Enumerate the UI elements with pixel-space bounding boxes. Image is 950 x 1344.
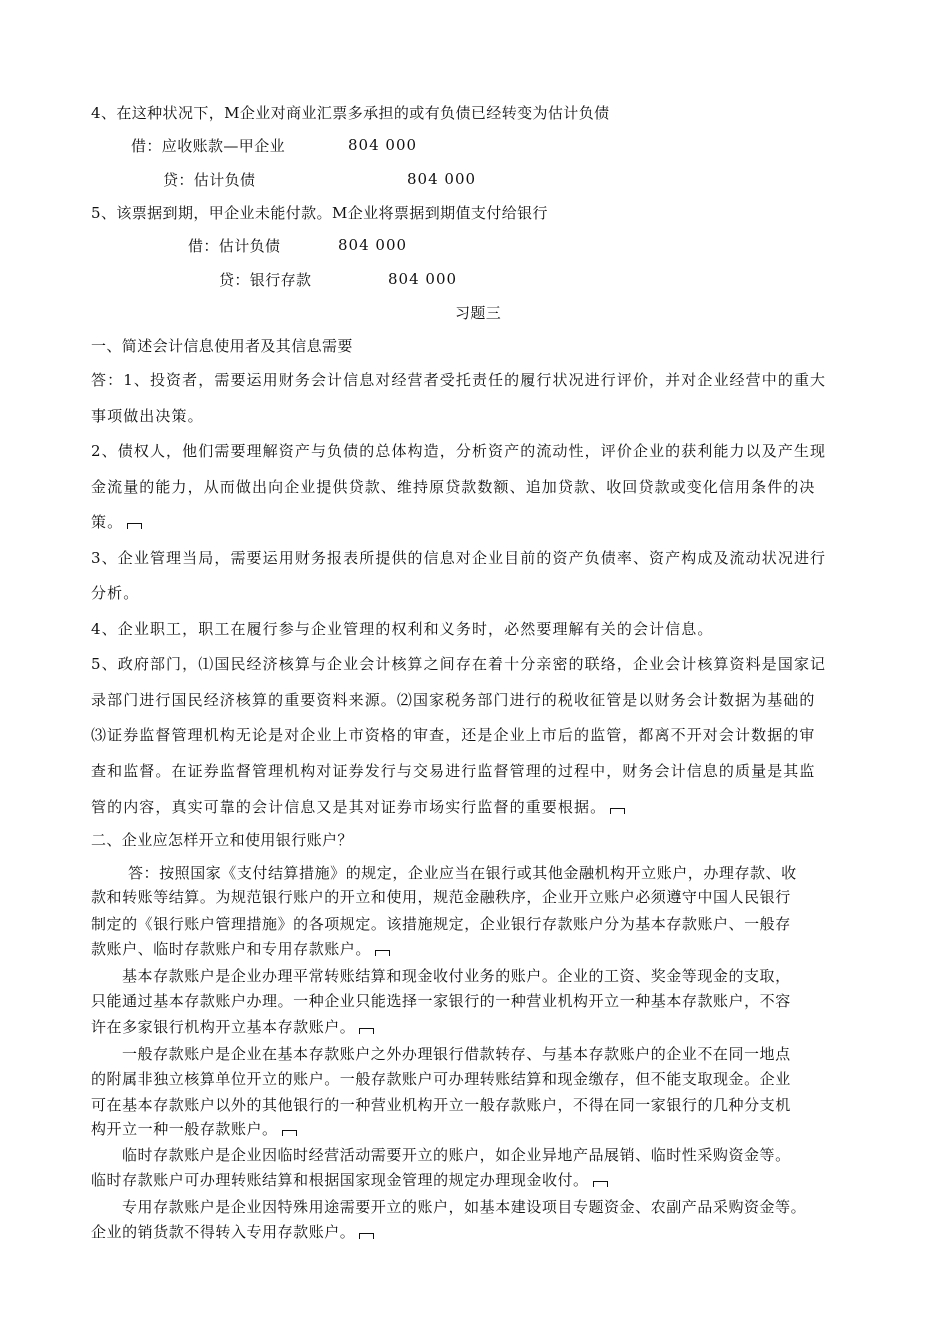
answer-line: 企业的销货款不得转入专用存款账户。 xyxy=(91,1223,374,1241)
question-title: 一、简述会计信息使用者及其信息需要 xyxy=(91,337,353,355)
answer-line: 专用存款账户是企业因特殊用途需要开立的账户，如基本建设项目专题资金、农副产品采购资金等。 xyxy=(122,1198,807,1216)
credit-amount: 804 000 xyxy=(388,270,458,288)
entry-text: 4、在这种状况下，M企业对商业汇票多承担的或有负债已经转变为估计负债 xyxy=(91,104,610,122)
answer-line: 只能通过基本存款账户办理。一种企业只能选择一家银行的一种营业机构开立一种基本存款账户，不容 xyxy=(91,992,791,1010)
paragraph-mark-icon xyxy=(359,1028,374,1034)
debit-amount: 804 000 xyxy=(348,136,418,154)
answer-line: 5、政府部门，⑴国民经济核算与企业会计核算之间存在着十分亲密的联络，企业会计核算资料是国家记 xyxy=(91,655,827,673)
credit-amount: 804 000 xyxy=(407,170,477,188)
paragraph-mark-icon xyxy=(375,950,390,956)
paragraph-mark-icon xyxy=(359,1233,374,1239)
answer-line: 许在多家银行机构开立基本存款账户。 xyxy=(91,1018,374,1036)
answer-line: 查和监督。在证券监督管理机构对证券发行与交易进行监督管理的过程中，财务会计信息的质量是其监 xyxy=(91,762,816,780)
answer-line: 答：1、投资者，需要运用财务会计信息对经营者受托责任的履行状况进行评价，并对企业经营中的重大 xyxy=(91,371,827,389)
paragraph-mark-icon xyxy=(127,523,142,529)
answer-line: 4、企业职工，职工在履行参与企业管理的权利和义务时，必然要理解有关的会计信息。 xyxy=(91,620,714,638)
debit-amount: 804 000 xyxy=(338,236,408,254)
answer-line: ⑶证券监督管理机构无论是对企业上市资格的审查，还是企业上市后的监管，都离不开对会计数据的审 xyxy=(91,726,816,744)
answer-line: 构开立一种一般存款账户。 xyxy=(91,1120,297,1138)
answer-line: 一般存款账户是企业在基本存款账户之外办理银行借款转存、与基本存款账户的企业不在同一地点 xyxy=(122,1045,791,1063)
answer-line: 可在基本存款账户以外的其他银行的一种营业机构开立一般存款账户，不得在同一家银行的几种分支机 xyxy=(91,1096,791,1114)
answer-line: 款账户、临时存款账户和专用存款账户。 xyxy=(91,940,390,958)
paragraph-mark-icon xyxy=(282,1130,297,1136)
answer-line: 管的内容，真实可靠的会计信息又是其对证券市场实行监督的重要根据。 xyxy=(91,797,625,817)
question-title: 二、企业应怎样开立和使用银行账户？ xyxy=(91,831,353,849)
answer-line: 策。 xyxy=(91,512,142,532)
debit-account: 借：估计负债 xyxy=(188,237,281,255)
answer-line: 录部门进行国民经济核算的重要资料来源。⑵国家税务部门进行的税收征管是以财务会计数据为基础的 xyxy=(91,691,816,709)
section-title: 习题三 xyxy=(455,304,502,322)
credit-account: 贷：银行存款 xyxy=(219,271,312,289)
answer-line: 答：按照国家《支付结算措施》的规定，企业应当在银行或其他金融机构开立账户，办理存款、收 xyxy=(128,864,797,882)
answer-line: 临时存款账户是企业因临时经营活动需要开立的账户，如企业异地产品展销、临时性采购资金等。 xyxy=(122,1146,791,1164)
paragraph-mark-icon xyxy=(610,808,625,814)
answer-line: 分析。 xyxy=(91,584,140,602)
answer-line: 3、企业管理当局，需要运用财务报表所提供的信息对企业目前的资产负债率、资产构成及流动状况进行 xyxy=(91,549,827,567)
entry-text: 5、该票据到期，甲企业未能付款。M企业将票据到期值支付给银行 xyxy=(91,204,548,222)
answer-line: 金流量的能力，从而做出向企业提供贷款、维持原贷款数额、追加贷款、收回贷款或变化信用条件的决 xyxy=(91,478,816,496)
credit-account: 贷：估计负债 xyxy=(163,171,256,189)
answer-line: 临时存款账户可办理转账结算和根据国家现金管理的规定办理现金收付。 xyxy=(91,1171,608,1189)
answer-line: 事项做出决策。 xyxy=(91,407,204,425)
answer-line: 制定的《银行账户管理措施》的各项规定。该措施规定，企业银行存款账户分为基本存款账户、一般存 xyxy=(91,915,791,933)
answer-line: 款和转账等结算。为规范银行账户的开立和使用，规范金融秩序，企业开立账户必须遵守中国人民银行 xyxy=(91,888,791,906)
answer-line: 基本存款账户是企业办理平常转账结算和现金收付业务的账户。企业的工资、奖金等现金的支取， xyxy=(122,967,791,985)
answer-line: 的附属非独立核算单位开立的账户。一般存款账户可办理转账结算和现金缴存，但不能支取现金。企业 xyxy=(91,1070,791,1088)
answer-line: 2、债权人，他们需要理解资产与负债的总体构造，分析资产的流动性，评价企业的获利能力以及产生现 xyxy=(91,442,827,460)
paragraph-mark-icon xyxy=(593,1181,608,1187)
debit-account: 借：应收账款—甲企业 xyxy=(131,137,286,155)
